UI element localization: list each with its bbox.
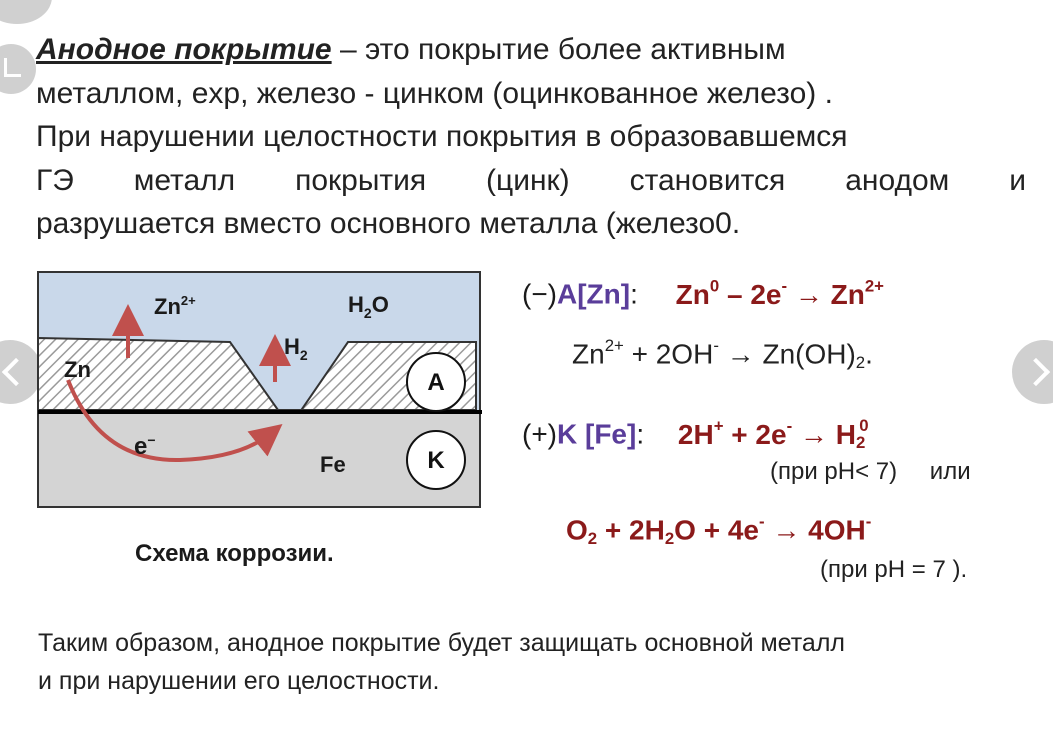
word: становится	[629, 163, 786, 197]
term-anode-coating: Анодное покрытие	[36, 33, 332, 66]
intro-paragraph	[36, 28, 1026, 246]
cathode-sign: (+)	[522, 418, 557, 450]
crop-icon	[4, 58, 21, 77]
intro-line-2: металлом, exp, железо - цинком (оцинкованное железо) .	[36, 76, 833, 110]
electron-label: e−	[134, 432, 156, 460]
word: ГЭ	[36, 163, 74, 197]
word: (цинк)	[486, 163, 570, 197]
cathode-tag: K [Fe]	[557, 418, 637, 450]
intro-line-3: При нарушении целостности покрытия в образовавшемся	[36, 120, 848, 153]
next-image-button[interactable]	[1012, 340, 1053, 404]
intro-line-5: разрушается вместо основного металла (железо0.	[36, 207, 741, 240]
word: и	[1009, 163, 1026, 197]
anode-reaction	[522, 276, 884, 311]
anode-label: A	[427, 369, 445, 396]
crop-tool-button[interactable]	[0, 44, 36, 94]
diagram-caption: Схема коррозии.	[135, 540, 334, 567]
word: анодом	[845, 163, 950, 197]
anode-equation: $Zn^0 - 2e^- \to Zn^{2+}$	[675, 276, 884, 310]
oxygen-reaction: $O_2 + 2H_2O + 4e^- \to 4OH^-$	[566, 512, 872, 548]
water-label: $H_2O$	[348, 292, 389, 321]
cathode-equation: $2H^+ + 2e^- \to H_2^0$	[677, 416, 869, 452]
conclusion-line-2: и при нарушении его целостности.	[38, 667, 440, 695]
chevron-right-icon	[1022, 358, 1050, 386]
word: покрытия	[295, 163, 427, 197]
zn-ion-label: $Zn^{2+}$	[154, 293, 196, 319]
or-word: или	[929, 458, 971, 485]
word: металл	[133, 163, 236, 197]
cathode-label: K	[427, 447, 445, 474]
neutral-condition: (при pH = 7 ).	[820, 556, 968, 583]
conclusion-line-1: Таким образом, анодное покрытие будет защищать основной металл	[38, 629, 845, 657]
cathode-reaction	[522, 416, 869, 453]
chevron-left-icon	[2, 358, 30, 386]
corrosion-diagram	[30, 262, 490, 522]
top-close-button[interactable]	[0, 0, 52, 24]
ph-acid-note: (при pH< 7)	[770, 458, 898, 485]
conclusion-paragraph	[38, 624, 845, 700]
intro-line-1-rest: – это покрытие более активным	[331, 33, 786, 66]
colon: :	[636, 418, 645, 450]
colon: :	[630, 278, 638, 310]
intro-line-1	[36, 28, 1026, 72]
fe-label: Fe	[320, 452, 346, 477]
acidic-condition	[770, 458, 971, 486]
intro-line-4	[36, 159, 1026, 203]
zinc-hydroxide-reaction: $Zn^{2+} + 2OH^- \to Zn(OH)_2$.	[572, 336, 873, 372]
anode-sign: (−)	[522, 278, 557, 310]
zn-coating-label: Zn	[64, 357, 91, 382]
anode-tag: A[Zn]	[557, 278, 631, 310]
h2-label: $H_2$	[284, 334, 308, 363]
